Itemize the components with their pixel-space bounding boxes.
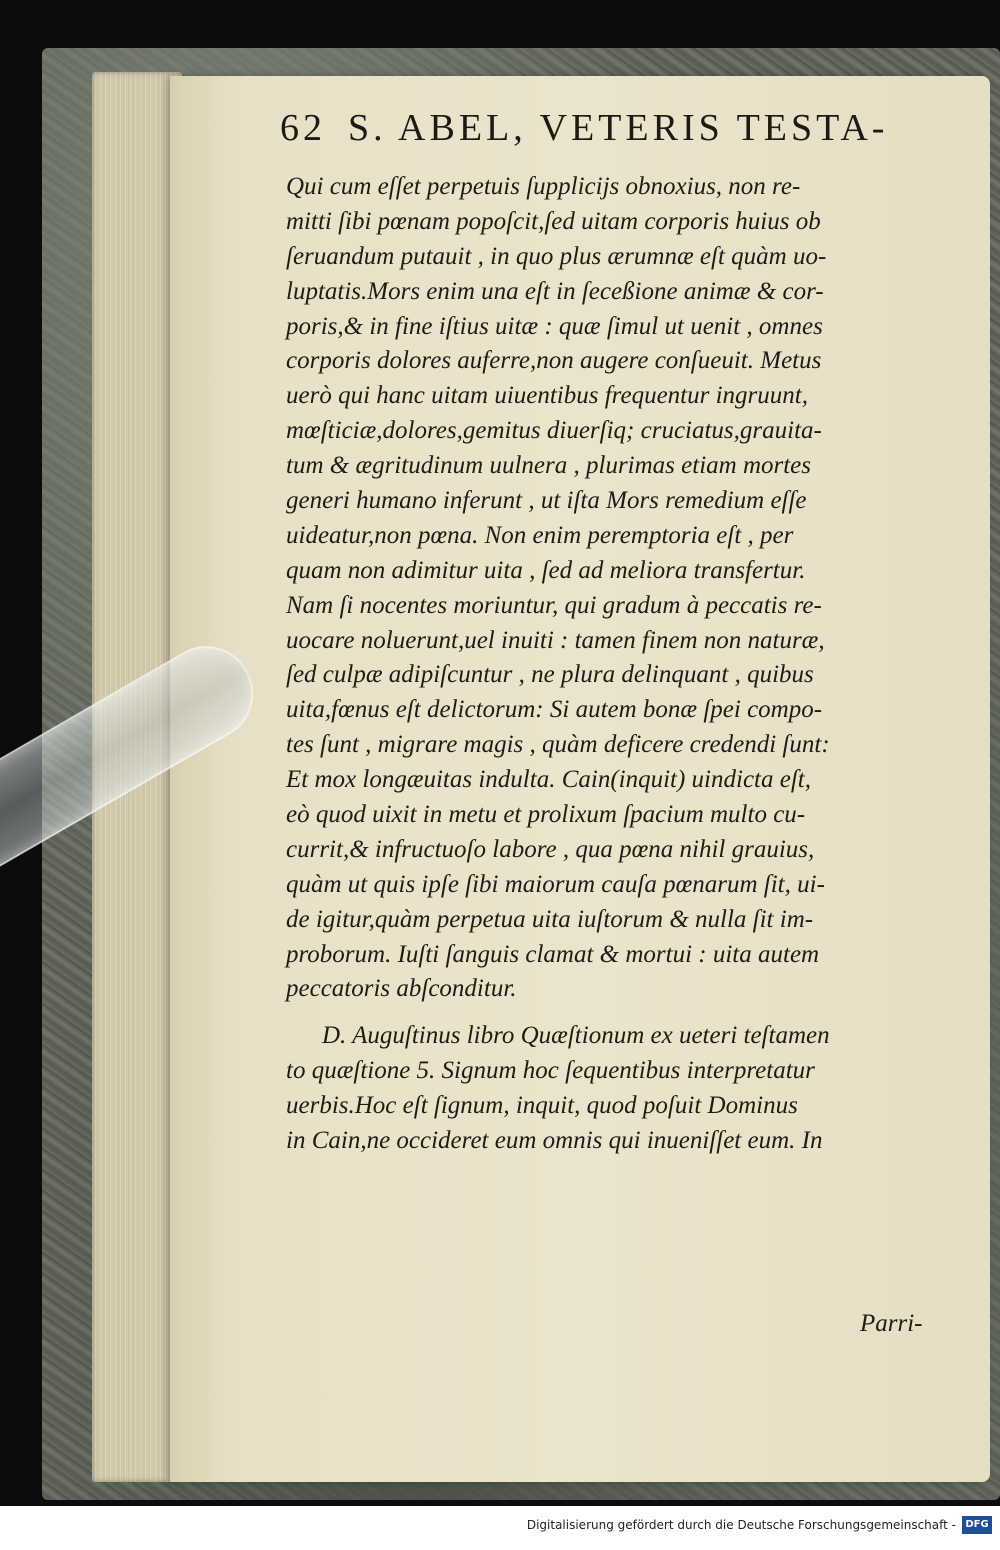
- text-line: corporis dolores auferre,non augere conſueuit. Metus: [286, 347, 822, 375]
- text-line: tes ſunt , migrare magis , quàm deficere credendi ſunt:: [286, 731, 830, 759]
- text-line: Qui cum eſſet perpetuis ſupplicijs obnoxius, non re-: [286, 173, 801, 200]
- text-line: ſeruandum putauit , in quo plus ærumnæ eſt quàm uo-: [286, 242, 827, 270]
- text-line: Nam ſi nocentes moriuntur, qui gradum à peccatis re-: [286, 591, 822, 619]
- text-line: in Cain,ne occideret eum omnis qui inueniſſet eum. In: [286, 1127, 823, 1155]
- text-line: de igitur,quàm perpetua uita iuſtorum & nulla ſit im-: [286, 905, 814, 933]
- text-line: quàm ut quis ipſe ſibi maiorum cauſa pœnarum ſit, ui-: [286, 870, 825, 898]
- text-line: uita,fœnus eſt delictorum: Si autem bonæ ſpei compo-: [286, 696, 823, 724]
- text-line: quam non adimitur uita , ſed ad meliora transfertur.: [286, 556, 806, 584]
- text-line: proborum. Iuſti ſanguis clamat & mortui : uita autem: [286, 940, 820, 968]
- running-title: S. ABEL, VETERIS TESTA-: [348, 107, 889, 149]
- text-line: tum & ægritudinum uulnera , plurimas etiam mortes: [286, 452, 812, 480]
- text-line: eò quod uixit in metu et prolixum ſpacium multo cu-: [286, 801, 806, 829]
- page-number: 62: [280, 107, 326, 149]
- dfg-logo-icon: DFG: [962, 1516, 992, 1534]
- text-line: mœſticiæ,dolores,gemitus diuerſiq; cruciatus,grauita-: [286, 417, 822, 445]
- book-page: [170, 76, 990, 1482]
- text-line: mitti ſibi pœnam popoſcit,ſed uitam corporis huius ob: [286, 207, 821, 235]
- body-text: [286, 170, 946, 1159]
- footer-bar: [0, 1506, 1000, 1550]
- text-line: poris,& in fine iſtius uitæ : quæ ſimul ut uenit , omnes: [286, 312, 823, 340]
- text-line: uerbis.Hoc eſt ſignum, inquit, quod poſuit Dominus: [286, 1092, 798, 1120]
- catchword: Parri-: [860, 1310, 923, 1337]
- text-line: uerò qui hanc uitam uiuentibus frequentur ingruunt,: [286, 382, 808, 410]
- text-line: Et mox longæuitas indulta. Cain(inquit) uindicta eſt,: [286, 766, 811, 794]
- text-line: D. Auguſtinus libro Quæſtionum ex ueteri teſtamen: [322, 1022, 830, 1050]
- text-line: uideatur,non pœna. Non enim peremptoria eſt , per: [286, 521, 794, 549]
- text-line: peccatoris abſconditur.: [286, 975, 517, 1003]
- text-line: ſed culpæ adipiſcuntur , ne plura delinquant , quibus: [286, 661, 814, 689]
- footer-credit: Digitalisierung gefördert durch die Deutsche Forschungsgemeinschaft -: [526, 1518, 956, 1532]
- running-head: [280, 106, 980, 150]
- text-line: currit,& infructuoſo labore , qua pœna nihil grauius,: [286, 835, 815, 863]
- text-line: generi humano inferunt , ut iſta Mors remedium eſſe: [286, 487, 807, 515]
- text-line: uocare noluerunt,uel inuiti : tamen finem non naturæ,: [286, 626, 825, 654]
- text-line: to quæſtione 5. Signum hoc ſequentibus interpretatur: [286, 1057, 815, 1085]
- text-line: luptatis.Mors enim una eſt in ſeceßione animæ & cor-: [286, 277, 824, 305]
